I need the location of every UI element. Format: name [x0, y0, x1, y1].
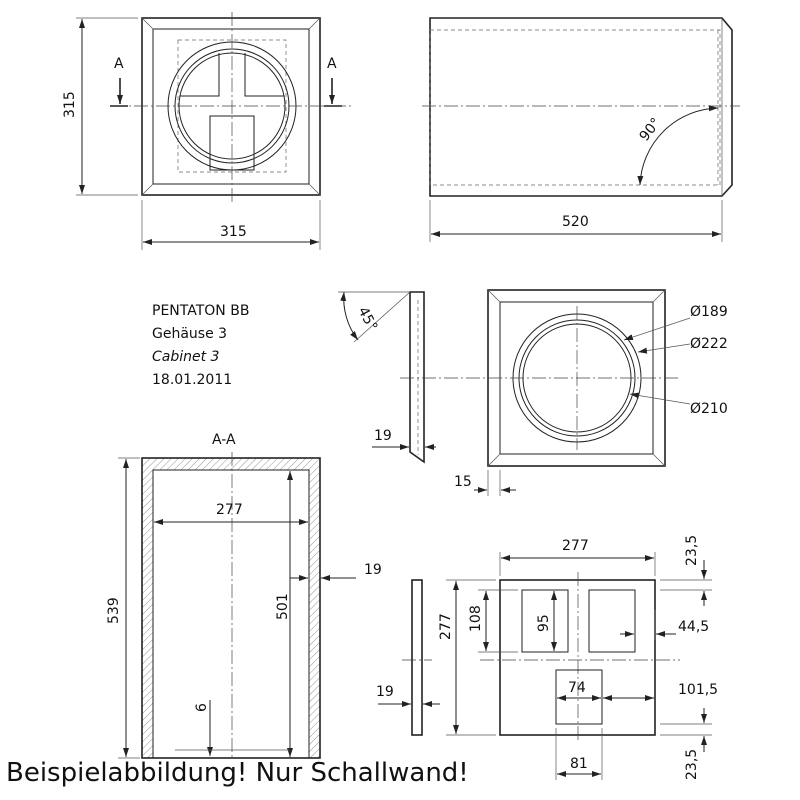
title-line-3: Cabinet 3 [152, 349, 220, 365]
plate-74-dim: 74 [568, 680, 586, 696]
section-inner-width-dim: 277 [216, 502, 243, 518]
front-width-dim: 315 [220, 224, 247, 240]
section-marker-left: A [114, 56, 124, 72]
section-marker-right: A [327, 56, 337, 72]
plate-95-dim: 95 [536, 614, 552, 632]
plate-height-dim: 277 [438, 613, 454, 640]
title-block [152, 303, 249, 388]
section-gap-dim: 6 [194, 703, 210, 712]
title-line-2: Gehäuse 3 [152, 326, 228, 342]
plate-width-dim: 277 [562, 538, 589, 554]
section-a-a-view [106, 432, 382, 760]
plate-101-5-dim: 101,5 [678, 682, 719, 698]
plate-top-margin-dim: 23,5 [684, 534, 700, 566]
title-line-1: PENTATON BB [152, 303, 250, 319]
bevel-offset-dim: 15 [454, 474, 472, 490]
plate-44-5-dim: 44,5 [678, 619, 710, 635]
section-inner-height-dim: 501 [275, 593, 291, 620]
angle-45-dim: 45° [354, 304, 381, 334]
plate-thickness-dim: 19 [376, 684, 394, 700]
bevel-edge-view [338, 292, 436, 462]
caption-text: Beispielabbildung! Nur Schallwand! [6, 758, 469, 788]
baffle-front-view [400, 290, 728, 496]
title-line-4: 18.01.2011 [152, 372, 233, 388]
side-length-dim: 520 [562, 214, 589, 230]
plate-108-dim: 108 [468, 605, 484, 632]
front-view [62, 12, 352, 250]
diameter-222-dim: Ø222 [690, 336, 728, 352]
diameter-210-dim: Ø210 [690, 401, 728, 417]
side-view [422, 18, 740, 242]
bevel-thickness-dim: 19 [374, 428, 392, 444]
plate-81-dim: 81 [570, 756, 588, 772]
front-height-dim: 315 [62, 91, 78, 118]
plate-views [376, 535, 718, 780]
section-wall-dim: 19 [364, 562, 382, 578]
section-title: A-A [212, 432, 236, 448]
plate-bottom-margin-dim: 23,5 [684, 748, 700, 780]
diameter-189-dim: Ø189 [690, 304, 728, 320]
angle-90-dim: 90° [636, 115, 665, 145]
section-height-dim: 539 [106, 597, 122, 624]
